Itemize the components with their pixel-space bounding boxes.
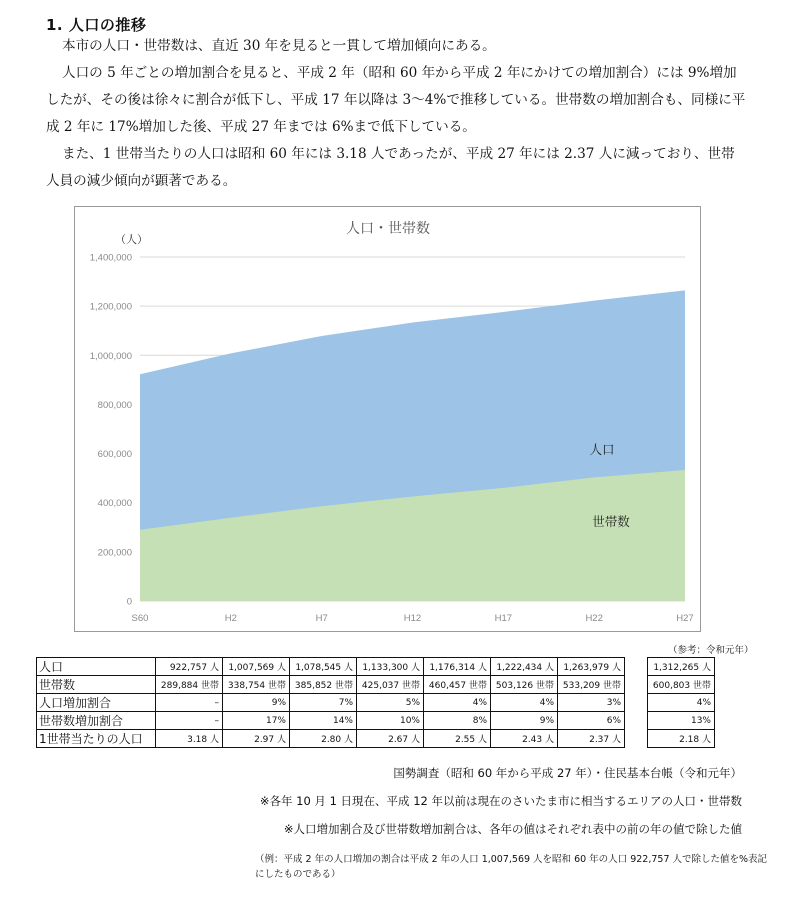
y-tick-label: 600,000: [97, 449, 132, 461]
table-cell: 17%: [223, 712, 290, 730]
y-tick-label: 0: [126, 596, 132, 608]
x-tick-label: H2: [224, 613, 237, 624]
table-row: [37, 730, 715, 748]
x-tick-label: H17: [494, 613, 513, 624]
chart-svg: [75, 207, 700, 631]
row-header: 人口増加割合: [37, 694, 156, 712]
reference-cell: 2.18 人: [648, 730, 715, 748]
table-cell: 2.43 人: [491, 730, 558, 748]
table-row: [37, 712, 715, 730]
paragraph-2: 人口の 5 年ごとの増加割合を見ると、平成 2 年（昭和 60 年から平成 2 年にかけての増加割合）には 9%増加したが、その後は徐々に割合が低下し、平成 17 年以降は 3～4%で推移している。世帯数の増加割合も、同様に平成 2 年に 17%増加した後、平成 27 年までは 6%まで低下している。: [46, 65, 746, 135]
x-tick-label: H22: [585, 613, 603, 624]
table-cell: 3%: [558, 694, 625, 712]
table-cell: 2.97 人: [223, 730, 290, 748]
footnote-1: ※各年 10 月 1 日現在、平成 12 年以前は現在のさいたま市に相当するエリアの人口・世帯数: [259, 794, 742, 808]
x-tick-label: H27: [676, 613, 694, 624]
table-cell: 4%: [491, 694, 558, 712]
x-tick-labels: [132, 613, 694, 624]
table-cell: 7%: [290, 694, 357, 712]
table-cell: 1,222,434 人: [491, 658, 558, 676]
y-tick-label: 1,200,000: [89, 301, 132, 313]
table-gap: [625, 730, 648, 748]
table-cell: 922,757 人: [156, 658, 223, 676]
table-cell: 289,884 世帯: [156, 676, 223, 694]
table-cell: 2.67 人: [357, 730, 424, 748]
table-cell: 6%: [558, 712, 625, 730]
y-tick-labels: [90, 253, 132, 608]
section-heading: 1. 人口の推移: [46, 16, 147, 34]
row-header: 世帯数増加割合: [37, 712, 156, 730]
table-cell: 9%: [491, 712, 558, 730]
table-cell: 1,263,979 人: [558, 658, 625, 676]
example-note: （例：平成 2 年の人口増加の割合は平成 2 年の人口 1,007,569 人を昭和 60 年の人口 922,757 人で除した値を%表記にしたものである）: [255, 854, 768, 880]
reference-year-note: （参考：令和元年）: [668, 645, 754, 656]
table-cell: 533,209 世帯: [558, 676, 625, 694]
table-cell: 503,126 世帯: [491, 676, 558, 694]
series-label-households: 世帯数: [592, 514, 630, 529]
paragraph-3: また、1 世帯当たりの人口は昭和 60 年には 3.18 人であったが、平成 27 年には 2.37 人に減っており、世帯人員の減少傾向が顕著である。: [46, 146, 735, 189]
table-row: [37, 658, 715, 676]
table-cell: 1,176,314 人: [424, 658, 491, 676]
table-cell: 2.37 人: [558, 730, 625, 748]
table-gap: [625, 712, 648, 730]
table-cell: 2.55 人: [424, 730, 491, 748]
table-cell: 10%: [357, 712, 424, 730]
population-chart: [74, 206, 701, 632]
chart-title: 人口・世帯数: [346, 221, 430, 237]
table-row: [37, 676, 715, 694]
y-tick-label: 800,000: [97, 399, 132, 411]
y-tick-label: 1,000,000: [89, 350, 132, 362]
reference-cell: 600,803 世帯: [648, 676, 715, 694]
table-cell: 2.80 人: [290, 730, 357, 748]
reference-cell: 13%: [648, 712, 715, 730]
row-header: 1世帯当たりの人口: [37, 730, 156, 748]
y-tick-label: 400,000: [97, 498, 132, 510]
table-cell: 5%: [357, 694, 424, 712]
table-gap: [625, 694, 648, 712]
table-cell: 9%: [223, 694, 290, 712]
table-cell: 425,037 世帯: [357, 676, 424, 694]
table-cell: –: [156, 694, 223, 712]
table-cell: 4%: [424, 694, 491, 712]
table-cell: 1,078,545 人: [290, 658, 357, 676]
x-tick-label: S60: [131, 613, 149, 624]
reference-cell: 1,312,265 人: [648, 658, 715, 676]
table-cell: 3.18 人: [156, 730, 223, 748]
table-cell: 1,007,569 人: [223, 658, 290, 676]
footnote-2: ※人口増加割合及び世帯数増加割合は、各年の値はそれぞれ表中の前の年の値で除した値: [283, 822, 742, 836]
data-table: [36, 657, 715, 748]
table-cell: 1,133,300 人: [357, 658, 424, 676]
table-cell: 460,457 世帯: [424, 676, 491, 694]
series-label-population: 人口: [589, 442, 615, 457]
row-header: 人口: [37, 658, 156, 676]
y-tick-label: 1,400,000: [89, 252, 132, 264]
x-tick-label: H7: [315, 613, 328, 624]
table-cell: 385,852 世帯: [290, 676, 357, 694]
table-gap: [625, 658, 648, 676]
table-row: [37, 694, 715, 712]
reference-cell: 4%: [648, 694, 715, 712]
y-tick-label: 200,000: [97, 547, 132, 559]
x-tick-label: H12: [403, 613, 422, 624]
table-cell: 338,754 世帯: [223, 676, 290, 694]
source-note: 国勢調査（昭和 60 年から平成 27 年）・住民基本台帳（令和元年）: [393, 766, 742, 780]
table-cell: –: [156, 712, 223, 730]
row-header: 世帯数: [37, 676, 156, 694]
y-axis-unit: （人）: [115, 233, 148, 246]
table-cell: 14%: [290, 712, 357, 730]
table-cell: 8%: [424, 712, 491, 730]
paragraph-1: 本市の人口・世帯数は、直近 30 年を見ると一貫して増加傾向にある。: [62, 38, 496, 54]
table-gap: [625, 676, 648, 694]
